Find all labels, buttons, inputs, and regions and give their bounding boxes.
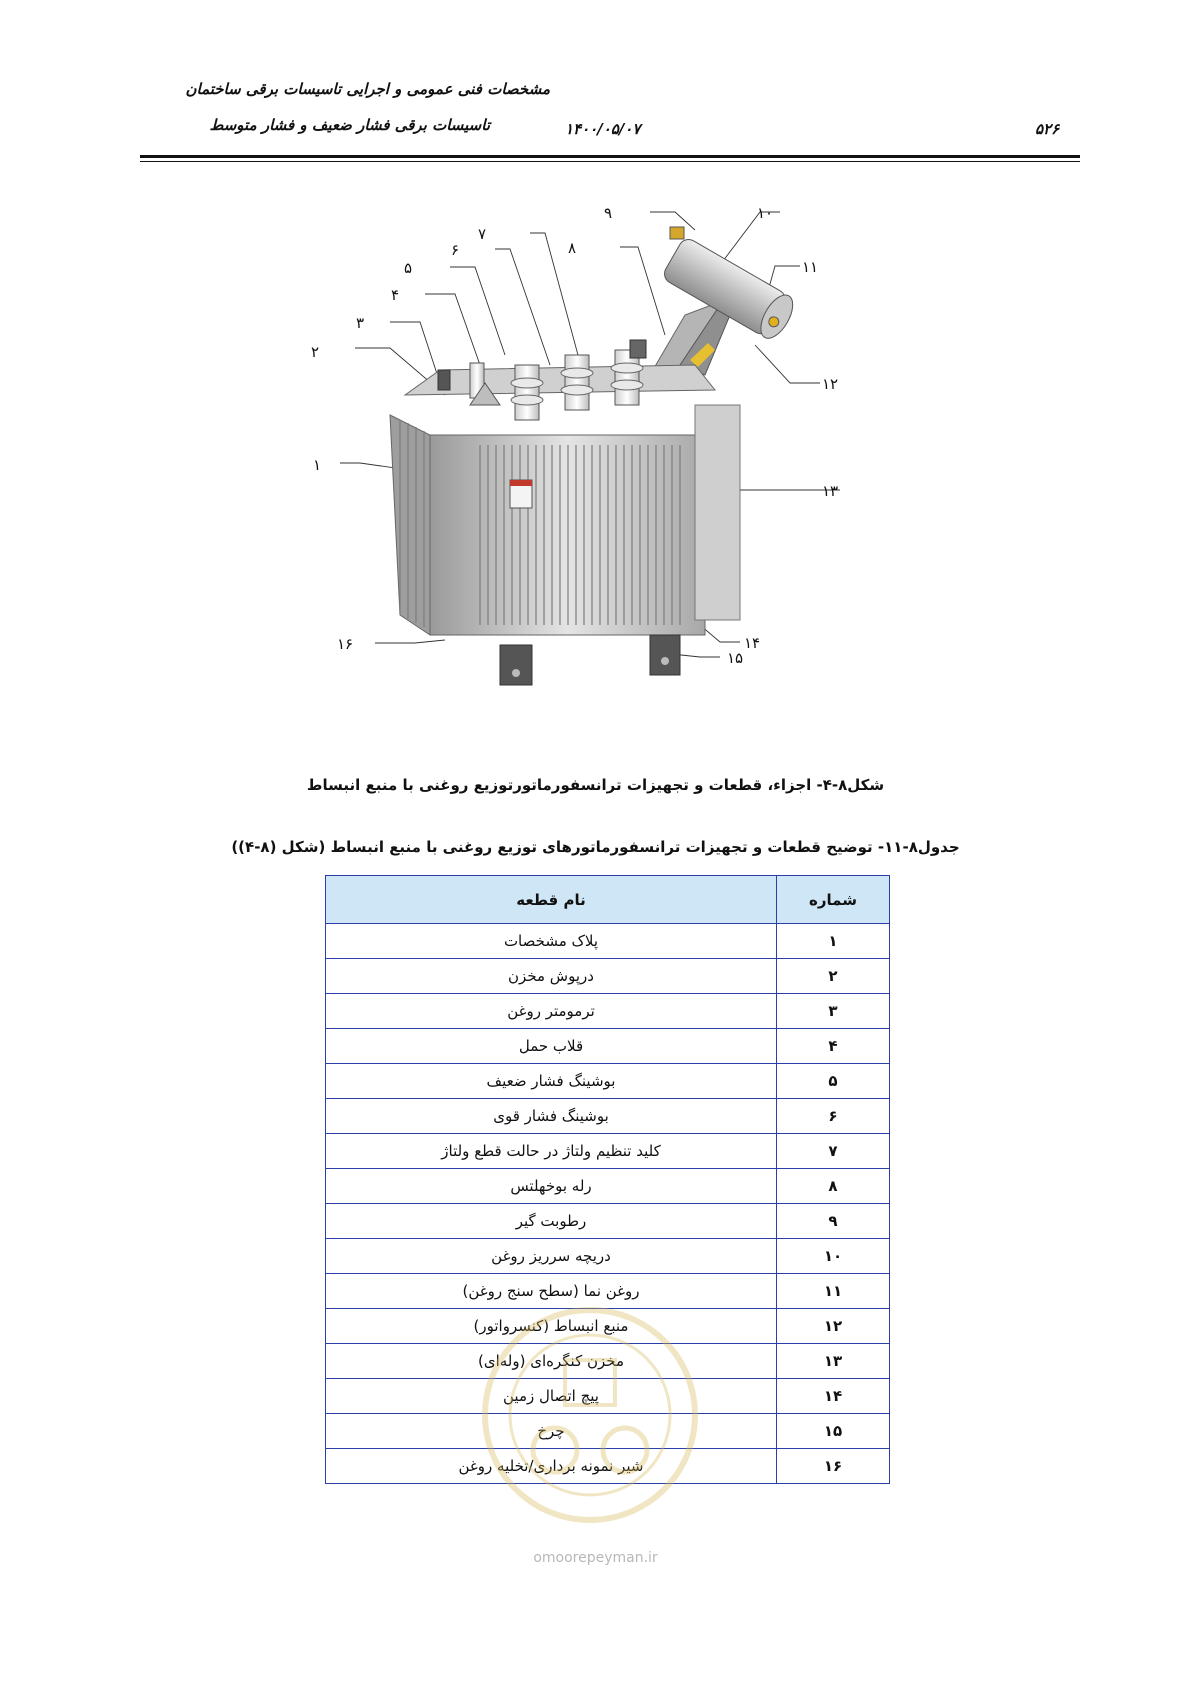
buchholz-relay (630, 340, 646, 358)
row-name: روغن نما (سطح سنج روغن) (326, 1274, 777, 1309)
header-title: مشخصات فنی عمومی و اجرایی تاسیسات برقی ساختمان (185, 80, 550, 98)
table-row (326, 1239, 890, 1274)
row-number: ۸ (777, 1169, 890, 1204)
header-name: نام قطعه (326, 876, 777, 924)
callout-9: ۹ (603, 204, 613, 222)
row-name: پیچ اتصال زمین (326, 1379, 777, 1414)
tank-cover (405, 365, 715, 395)
table-header-row (326, 876, 890, 924)
gear-icon (603, 1428, 647, 1472)
callout-6: ۶ (450, 241, 460, 259)
table-row (326, 1029, 890, 1064)
row-name: رله بوخهلتس (326, 1169, 777, 1204)
table-row (326, 994, 890, 1029)
row-name: قلاب حمل (326, 1029, 777, 1064)
callout-8: ۸ (567, 239, 577, 257)
callout-13: ۱۳ (821, 482, 839, 500)
watermark-logo (470, 1300, 710, 1530)
table-caption: جدول۸-۱۱- توضیح قطعات و تجهیزات ترانسفورماتورهای توزیع روغنی با منبع انبساط (شکل (۸-۴)) (231, 838, 960, 856)
row-number: ۱۴ (777, 1379, 890, 1414)
row-number: ۷ (777, 1134, 890, 1169)
transformer-illustration (310, 204, 940, 745)
row-number: ۱۵ (777, 1414, 890, 1449)
figure-caption: شکل۸-۴- اجزاء، قطعات و تجهیزات ترانسفورماتورتوزیع روغنی با منبع انبساط (306, 776, 885, 794)
callout-5: ۵ (403, 259, 413, 277)
row-number: ۲ (777, 959, 890, 994)
callout-12: ۱۲ (821, 375, 839, 393)
page-number: ۵۲۶ (1035, 120, 1060, 138)
row-name: رطوبت گیر (326, 1204, 777, 1239)
header-rule-thin (140, 161, 1080, 162)
callout-11: ۱۱ (801, 258, 819, 276)
header-date: ۱۴۰۰/۰۵/۰۷ (565, 120, 641, 138)
oil-thermometer (438, 370, 450, 390)
row-name: ترمومتر روغن (326, 994, 777, 1029)
callout-4: ۴ (390, 286, 400, 304)
callout-15: ۱۵ (726, 649, 744, 667)
callout-7: ۷ (477, 225, 487, 243)
row-name: پلاک مشخصات (326, 924, 777, 959)
wheels (500, 635, 680, 685)
row-name: دریچه سرریز روغن (326, 1239, 777, 1274)
row-number: ۶ (777, 1099, 890, 1134)
row-number: ۱۳ (777, 1344, 890, 1379)
callout-14: ۱۴ (743, 634, 761, 652)
row-number: ۱ (777, 924, 890, 959)
table-row (326, 1064, 890, 1099)
row-name: مخزن کنگره‌ای (وله‌ای) (326, 1344, 777, 1379)
table-row (326, 959, 890, 994)
row-name: کلید تنظیم ولتاژ در حالت قطع ولتاژ (326, 1134, 777, 1169)
header-rule-thick (140, 155, 1080, 158)
conservator-tank (650, 227, 799, 385)
watermark-text: omoorepeyman.ir (533, 1550, 658, 1566)
row-number: ۴ (777, 1029, 890, 1064)
table-row (326, 1134, 890, 1169)
row-number: ۹ (777, 1204, 890, 1239)
row-name: شیر نمونه برداری/تخلیه روغن (326, 1449, 777, 1484)
header-subtitle: تاسیسات برقی فشار ضعیف و فشار متوسط (209, 116, 490, 134)
callout-2: ۲ (310, 343, 320, 361)
table-row (326, 1169, 890, 1204)
row-name: منبع انبساط (کنسرواتور) (326, 1309, 777, 1344)
callout-3: ۳ (355, 314, 365, 332)
row-number: ۳ (777, 994, 890, 1029)
row-number: ۱۲ (777, 1309, 890, 1344)
row-name: چرخ (326, 1414, 777, 1449)
row-number: ۵ (777, 1064, 890, 1099)
callout-10: ۱۰ (756, 204, 774, 222)
row-number: ۱۰ (777, 1239, 890, 1274)
breather (670, 227, 684, 239)
row-number: ۱۱ (777, 1274, 890, 1309)
table-row (326, 924, 890, 959)
gear-icon (533, 1428, 577, 1472)
header-number: شماره (777, 876, 890, 924)
callout-1: ۱ (312, 456, 322, 474)
row-name: درپوش مخزن (326, 959, 777, 994)
row-name: بوشینگ فشار ضعیف (326, 1064, 777, 1099)
table-row (326, 1204, 890, 1239)
table-row (326, 1099, 890, 1134)
callout-16: ۱۶ (336, 635, 354, 653)
hv-bushings (511, 350, 643, 420)
row-name: بوشینگ فشار قوی (326, 1099, 777, 1134)
tank-body (390, 405, 740, 635)
row-number: ۱۶ (777, 1449, 890, 1484)
